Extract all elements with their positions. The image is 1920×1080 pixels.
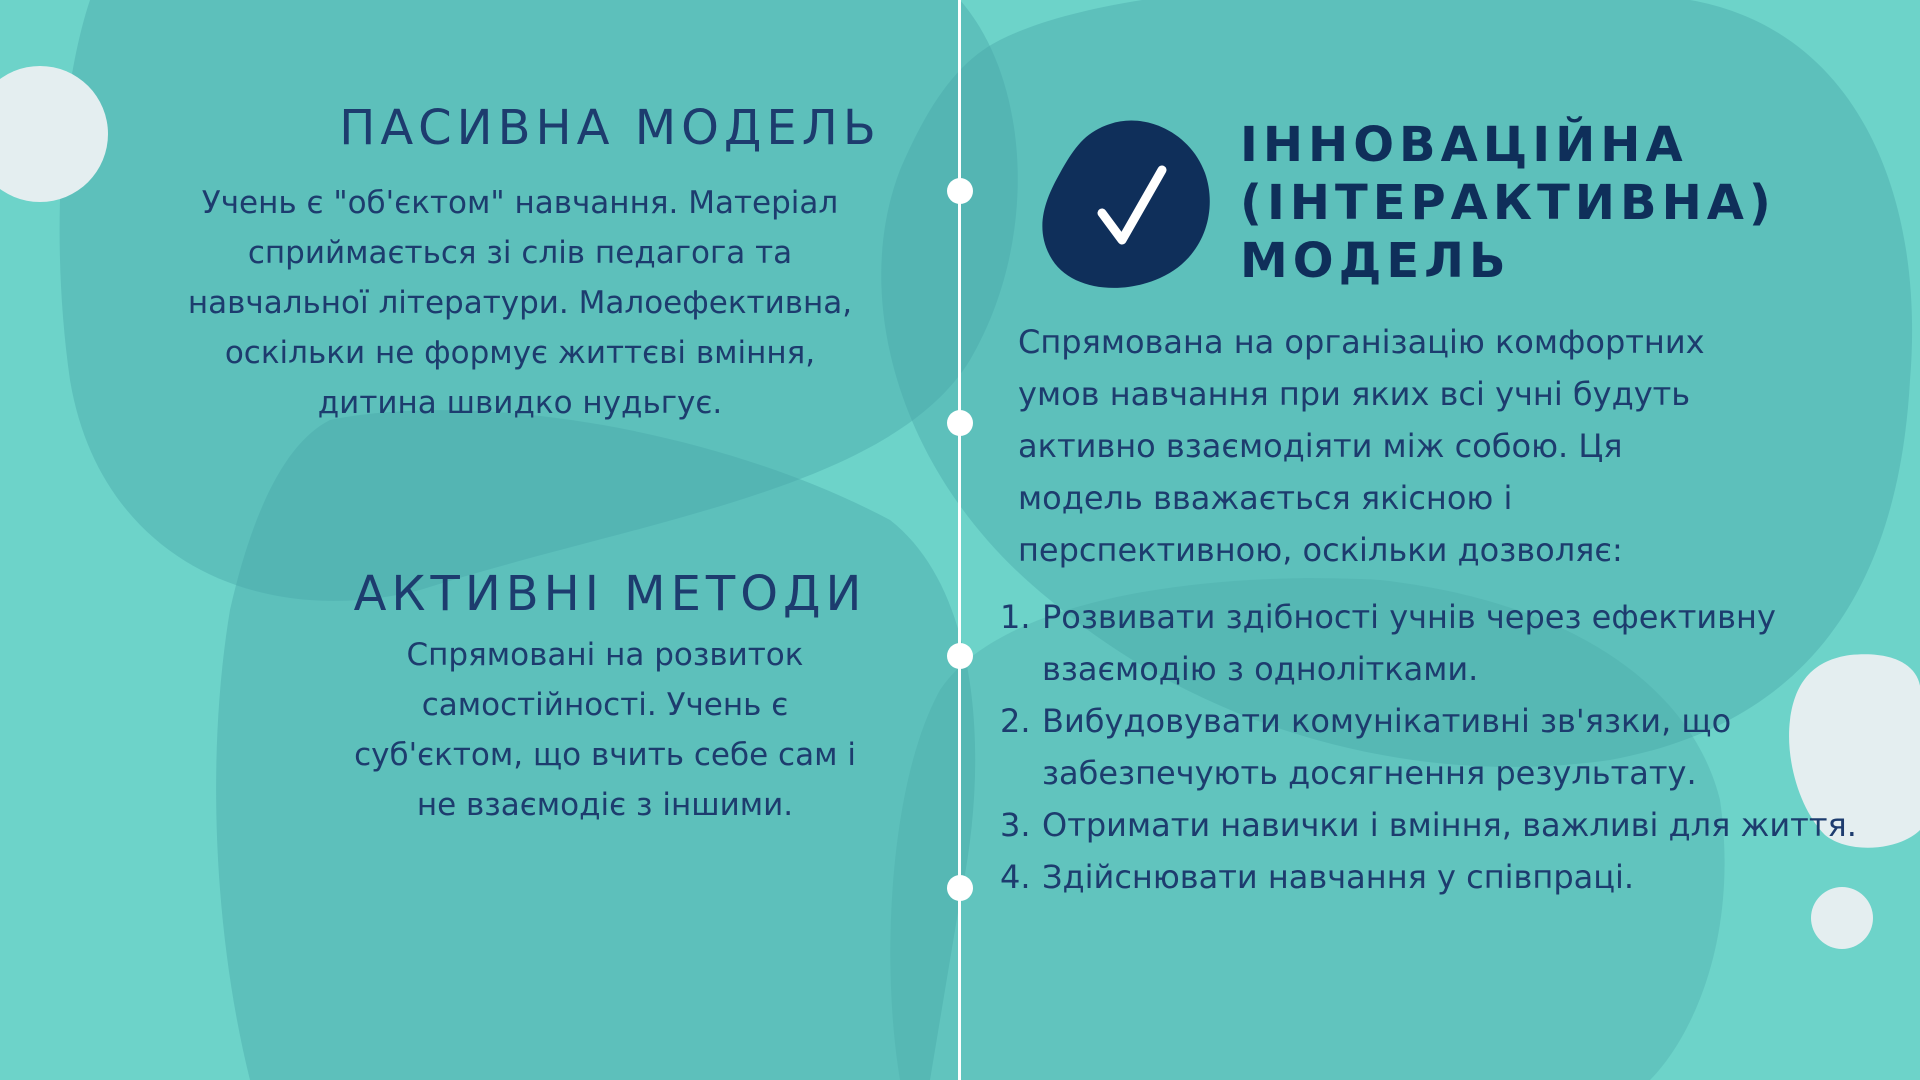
active-methods-title: АКТИВНІ МЕТОДИ [353,566,867,622]
passive-model-text [150,178,890,428]
text-line: оскільки не формує життєві вміння, [224,335,816,371]
list-item [1000,695,1880,799]
timeline-line [958,0,961,1080]
text-line: самостійності. Учень є [421,687,789,723]
text-line: активно взаємодіяти між собою. Ця [1018,427,1623,465]
text-line: не взаємодіє з іншими. [416,787,794,823]
text-line: сприймається зі слів педагога та [247,235,793,271]
title-line: ІННОВАЦІЙНА [1240,117,1688,173]
text-line: умов навчання при яких всі учні будуть [1018,375,1691,413]
list-text: Вибудовувати комунікативні зв'язки, що забезпечують досягнення результату. [1042,702,1732,792]
list-number: 1. [1000,598,1031,636]
interactive-model-title [1240,116,1880,290]
timeline-dot [947,875,973,901]
passive-model-title: ПАСИВНА МОДЕЛЬ [339,100,881,156]
list-number: 3. [1000,806,1031,844]
active-methods-text [325,630,885,830]
title-line: (ІНТЕРАКТИВНА) [1240,175,1776,231]
interactive-model-text [1018,316,1868,576]
text-line: навчальної літератури. Малоефективна, [187,285,853,321]
list-number: 2. [1000,702,1031,740]
text-line: перспективною, оскільки дозволяє: [1018,531,1623,569]
list-item [1000,799,1880,851]
text-line: модель вважається якісною і [1018,479,1513,517]
text-line: дитина швидко нудьгує. [317,385,723,421]
text-line: суб'єктом, що вчить себе сам і [354,737,856,773]
benefits-list [1000,591,1880,903]
list-item [1000,851,1880,903]
list-text: Розвивати здібності учнів через ефективну взаємодію з однолітками. [1042,598,1776,688]
list-number: 4. [1000,858,1031,896]
list-text: Здійснювати навчання у співпраці. [1042,858,1635,896]
text-line: Спрямована на організацію комфортних [1018,323,1705,361]
checkmark-icon [1040,118,1210,290]
timeline-dot [947,643,973,669]
timeline-dot [947,178,973,204]
list-item [1000,591,1880,695]
title-line: МОДЕЛЬ [1240,233,1511,289]
text-line: Учень є "об'єктом" навчання. Матеріал [201,185,839,221]
text-line: Спрямовані на розвиток [406,637,804,673]
list-text: Отримати навички і вміння, важливі для життя. [1042,806,1857,844]
timeline-dot [947,410,973,436]
